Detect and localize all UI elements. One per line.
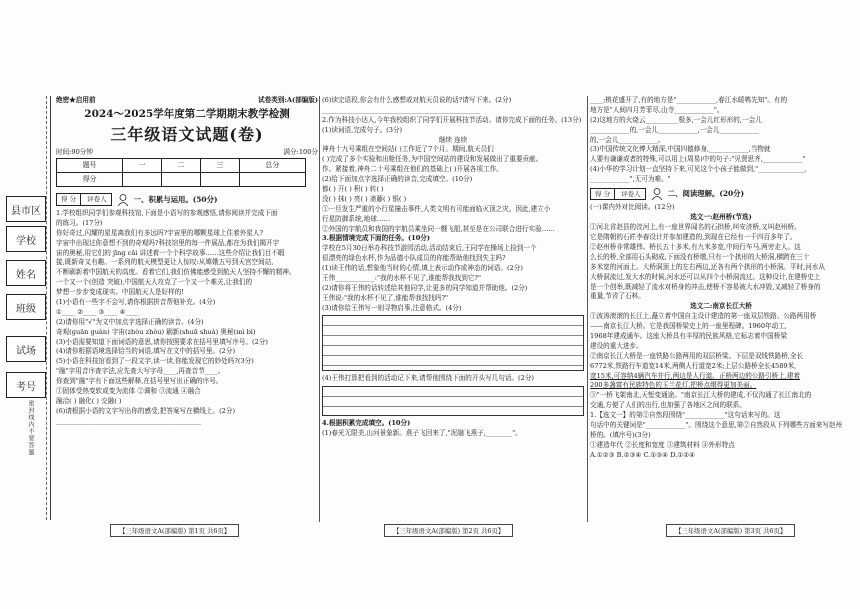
text-line: 你好奇过,闪耀的星星离我们有多远吗?宇宙里的哪颗星球上住着外星人? [56,228,263,237]
text-line: (4)请你根据语境选择恰当的词语,填写在文中的括号里。(2分) [56,347,236,356]
score-cell: 得分 [57,173,123,187]
grader-score-label: 得 分 [591,189,615,200]
text-line: (3)请你给王伟写一则寻物启事,注意格式。(4分) [322,303,462,312]
score-cell: 二 [162,159,201,173]
answer-line[interactable]: ________________________________________________ [322,105,481,114]
text-line: (6)读完语段,你会有什么感想或对航天员说的话?请写下来。(2分) [322,96,512,104]
binding-box-county: 县市区 [6,196,46,222]
text-line: (3)中国传统文化博大精深,中国四德修身,____________,当物就 [590,145,771,154]
student-cartoon-icon [116,194,130,206]
grader-label: 评卷人 [87,195,107,204]
page-2-footer: 【三年级语文A(部编版) 第2页 共6页】 [384,524,513,537]
score-cell [239,173,305,187]
binding-box-room: 试场 [6,336,46,362]
text-line: 不断刷新着中国航天的高度。看着它们,我们仿佛能感受到航天人坚持不懈的精神。 [56,268,296,277]
text-line: ②南京长江大桥是一座铁路公路两用的双层桥梁。下层是双线铁路桥,全长 [590,351,804,360]
text-line: 宽15米,可容纳4辆汽车并行,两边是人行道。正桥两边的公路引桥上,建着 [590,371,801,380]
page-3 [590,96,852,516]
text-line: 是一个创举,既减轻了流水对桥身的冲击,使桥不容易被大水冲毁,又减轻了桥身的 [590,282,821,291]
score-cell [200,173,239,187]
text-line: 建设的重大进步。 [590,341,643,350]
text-line: 么长的桥,全部用石头砌成,下面没有桥墩,只有一个拱形的大桥洞,横跨在三十 [590,252,810,261]
text-line: ①____ ②____ ③____ ④____ [56,307,139,316]
text-line: (2)这地方的火烧云__________极多,一会儿红形形的,一会儿 [590,115,762,124]
text-line: (1)读词语,完成句子。(3分) [322,125,403,134]
text-line: 多米宽的河面上。大桥洞顶上的左右两边,还各有两个拱形的小桥洞。平时,河水从 [590,262,825,271]
score-table-header-row [57,159,306,173]
text-line: 没( ) 抹( ) 亮( ) 斋藤( ) 银( ) [322,194,407,203]
text-line: 神舟十九号乘组在空间站( )工作近了7个月。期间,航天员们 [322,145,494,154]
binding-box-class: 班级 [6,294,46,320]
page-1 [56,96,318,516]
text-line: 句话中的关键词是"____________"。围绕这个意思,第②自然段从下列哪些方面来写赵州 [590,421,843,429]
grader-box [56,193,112,206]
score-table [56,158,306,187]
time-limit: 时间:90分钟 [56,147,93,156]
text-line: 宇宙中出现过你意想不到的奇观吗?科技馆里的每一件展品,都在为我们揭开宇 [56,238,280,247]
binding-box-examno: 考号 [6,372,46,398]
options-line: ①建造年代 ②长度和宽度 ③建筑材料 ④外形特点 [590,440,735,449]
text-line: (2)给下面加点字选择正确的读音,完成填空。(10分) [322,175,473,184]
text-line: (1)读王伟的话,想象他当时的心情,填上表示动作或神态的词语。(2分) [322,264,523,273]
text-line: ①波涛滚滚的长江上,矗立着中国自主设计建造的第一座双层铁路、公路两用桥 [590,312,817,321]
grader-box [590,188,646,201]
text-line: 继续 连续 [438,135,468,144]
text-line: ③"一桥飞架南北,天堑变通途。"南京长江大桥的建成,不仅沟通了长江南北的 [590,391,812,400]
section-2-head [590,188,852,201]
page-divider [319,96,320,522]
text-line: ①河北省赵县的洨河上,有一座世界闻名的石拱桥,叫安济桥,又叫赵州桥。 [590,223,801,232]
score-cell [123,173,162,187]
text-line: ____________的,一会儿____________,一会儿____________ [590,125,760,134]
text-line: 交通,方便了人们的出行,也加强了各地区之间的联系。 [590,401,746,410]
text-line: ——南京长江大桥。它是我国桥梁史上的一座里程碑。1960年动工, [590,322,787,331]
text-line: (4)小华的学习计划一直坚持下来,可见这个小孩子能做到,"______________, [590,165,807,174]
text-line: 的,一会儿____________。 [590,135,665,144]
text-line: 重量,节省了石料。 [590,292,645,301]
subject-title: 三年级语文试题(卷) [110,124,264,144]
text-line: 1.学校组织同学们参观科技馆,下面是小语写的参观感悟,请你阅读并完成下面 [56,208,278,217]
seal-line [46,96,47,520]
text-line: 地方是"人间四月芳菲尽,山寺____________"。 [590,105,724,114]
section-1-title: 一、积累与运用。(50分) [133,194,218,204]
text-line: 它是隋朝的石匠李春设计并参加建造的,到现在已经有一千四百多年了。 [590,233,797,242]
text-line: 3.根据情境完成下面的任务。(10分) [322,234,431,243]
record-writing-box[interactable] [322,386,584,416]
text-line: 大桥洞流过,发大水的时候,河水还可以从四个小桥洞流过。这种设计,在建桥史上 [590,272,821,281]
page-2 [322,96,584,516]
text-line: ____;桃花盛开了,有的地方是"____________,春江水暖鸭先知"。有的 [590,96,788,104]
text-line: 融洽( ) 融化( ) 交融( ) [56,396,122,405]
grader-score-label: 得 分 [57,194,81,205]
text-line: ( )完成了多个实验和出舱任务,为中国空间站的建设和发展做出了重要贡献。 [322,155,543,164]
full-score: 满分:100分 [283,147,318,156]
text-line: 人要有谦谦或者的特殊,可以用上(周易)中的句子:"见贤思齐,____________" [590,155,806,164]
answer-line[interactable]: ____________________________________________ [56,416,202,425]
section-2-title: 二、阅读理解。(20分) [667,189,745,199]
text-line: ②外国的宇航员和我国的宇航员乘坐同一艘飞船,甚至是在公司联合进行实验…… [322,224,555,233]
text-line: (3)小语需要知道下面词语的意思,请你按照要求在括号里填写序号。(2分) [56,337,268,346]
score-cell: 一 [123,159,162,173]
text-line: (4)王伟打算把看到的活动记下来,请帮他围绕下面的开头写几句话。(2分) [322,374,534,383]
text-line: 王伟____________:"我的水杯不见了,谁能帮我找到它?" [322,274,481,283]
text-line: 200多盏富有民族特色的玉兰花灯,把桥点缀得更加美丽。 [590,381,757,390]
time-score-row [56,148,318,157]
text-line: (2)请你用"√"为文中加点字选择正确的读音。(4分) [56,317,204,326]
page1-header-row [56,96,318,105]
score-table-value-row [57,173,306,187]
text-line: 你查到"融"字有下面这些解释,在括号里写出正确的序号。 [56,377,223,386]
notice-writing-box[interactable] [322,315,584,371]
confidential-label: 绝密★启用前 [56,96,96,104]
text-line: 的练习。(17分) [56,218,103,227]
text-line: 很漂亮的绿色水杯,作为品德小队成员的你能帮助他找到失主吗? [322,254,506,263]
page-1-footer: 【三年级语文A(部编版) 第1页 共6页】 [110,524,239,537]
text-line: ①固体受热变软或变为流体 ②调和 ③流通 ④融合 [56,386,201,395]
passage-title: 选文一:赵州桥(节选) [690,213,752,222]
page-3-footer: 【三年级语文A(部编版) 第3页 共6页】 [666,524,795,537]
choices-line[interactable]: A.①②③ B.②③④ C.①③④ D.①②④ [590,450,696,459]
text-line: 行星防御系统,地球…… [322,214,391,223]
text-line: 宙的奥秘,用它们的 jīng cǎi 讲述着一个个科学故事……这些介绍让我们目不暇 [56,248,285,257]
binding-box-school: 学校 [6,226,46,252]
text-line: 2.作为科技小达人,今年我校组织了同学们开展科技节活动。请你完成下面的任务。(13分) [322,115,582,124]
text-line: ____________",无可为难。" [590,175,671,184]
text-line: 梦想一步步变成现实。中国航天人是好样的! [56,288,184,297]
text-line: ②赵州桥非常雄伟。桥长五十多米,有九米多宽,中间行车马,两旁走人。这 [590,242,801,251]
text-line: ①一旦发生严重的小行星撞击事件,人类文明有可能面临灭顶之灾。因此,建立小 [322,204,551,213]
passage-title: 选文二:南京长江大桥 [690,302,752,311]
score-cell: 总分 [239,159,305,173]
grader-label: 评卷人 [621,189,641,198]
score-cell: 题号 [57,159,123,173]
text-line: 王伟说:"我的水杯不见了,谁能帮我找找吗?" [322,293,449,302]
text-line: (1)春光无限美,山河景象新。燕子飞回来了,"泥融飞燕子,________"。 [322,429,522,437]
text-line: 桥的。(填序号)(3分) [590,430,651,439]
text-line: 6772米,铁路行车道宽14米,两侧人行道宽2米;上层公路桥全长4589米, [590,361,797,370]
text-line: (6)请根据小语的文字写出你的感受,把答案写在横线上。(2分) [56,406,236,415]
exam-title: 2024～2025学年度第二学期期末教学检测 [84,107,290,120]
text-line: 奇观(guān guàn) 宇宙(zhòu zhòu) 刷新(shuā shuà) 奥秘(mì bì) [56,327,256,336]
section-1-head [56,193,318,206]
text-line: (1)小语有一些字不会写,请你根据拼音帮他补充。(4分) [56,297,216,306]
text-line: 接,既新奇又有趣。一系列的航天模型更让人惊叹:从嫦娥五号到天宫空间站, [56,258,274,267]
text-line: (2)请你将王伟的话转述给其他同学,让更多的同学知道并帮助他。(2分) [322,283,528,292]
text-line: "融"字用音序查字法,应先查大写字母____,再查音节____。 [56,367,225,376]
text-line: 作。紧接着,神舟二十号乘组在他们的基础上( )开展各项工作。 [322,165,503,174]
text-line: 都( ) 开( ) 积( ) 转( ) [322,185,384,194]
student-cartoon-icon [650,188,664,200]
page-divider [587,96,588,522]
text-line: (5)小语在科技馆看到了一段文字,读一读,你能发现它的妙处吗?(3分) [56,357,254,366]
text-line: 1968年建成通车。这座大桥具有丰厚的民族风格,它标志着中国桥梁 [590,331,787,340]
binding-box-name: 姓名 [6,260,46,286]
score-cell [162,173,201,187]
text-line: 1.【选文一】的第②自然段围绕"____________"这句话来写的。这 [590,411,781,420]
text-line: 学校在5月30日举办科技节游园活动,活动结束后,王同学在操场上捡到一个 [322,244,537,253]
text-line: (一)课内外对比阅读。(12分) [590,203,675,212]
text-line: 一个又一个(创造 突破),中国航天人攻克了一个又一个难关,让我们的 [56,278,253,287]
score-cell: 三 [200,159,239,173]
text-line: 4.根据积累完成填空。(10分) [322,419,411,428]
seal-line-note: 密封线内不要答题 [27,400,34,456]
paper-type-label: 试卷类别:A(部编版) [258,96,318,104]
